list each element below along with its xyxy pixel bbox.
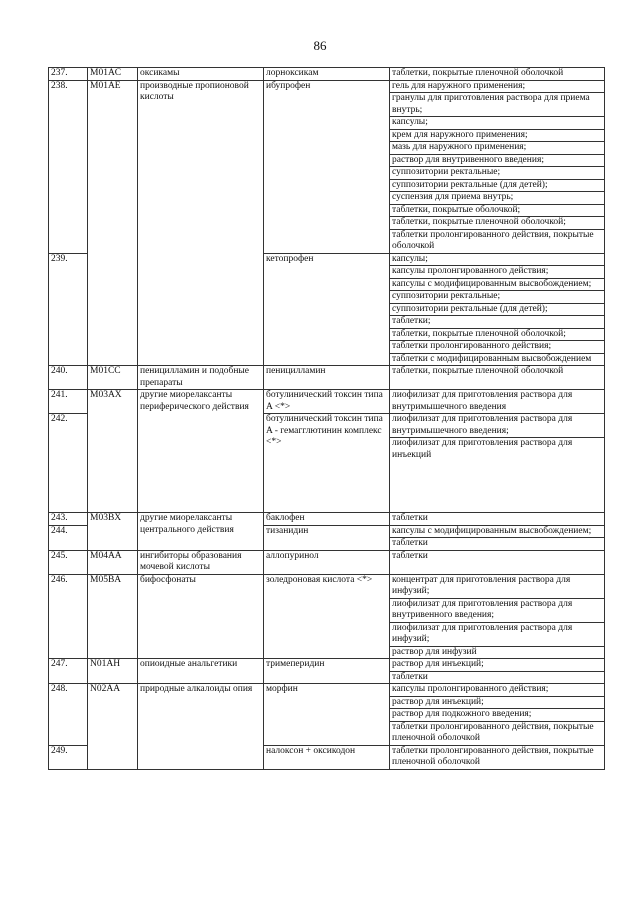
atc-code: M01CC — [88, 366, 138, 390]
row-number: 238. — [49, 80, 88, 253]
dosage-form: гранулы для приготовления раствора для приема внутрь; — [390, 93, 605, 117]
drug-name: ботулинический токсин типа A <*> — [264, 390, 390, 414]
dosage-form: капсулы; — [390, 253, 605, 266]
dosage-form: суппозитории ректальные (для детей); — [390, 179, 605, 192]
drug-name: ботулинический токсин типа A - гемагглютинин комплекс <*> — [264, 414, 390, 513]
drug-name: ибупрофен — [264, 80, 390, 253]
row-number: 246. — [49, 574, 88, 659]
table-row — [49, 684, 605, 697]
row-number: 245. — [49, 550, 88, 574]
atc-code: M03AX — [88, 390, 138, 513]
row-number: 247. — [49, 659, 88, 684]
dosage-form: гель для наружного применения; — [390, 80, 605, 93]
dosage-form: капсулы с модифицированным высвобождением; — [390, 525, 605, 538]
atc-group: другие миорелаксанты центрального действия — [138, 513, 264, 551]
drug-name: золедроновая кислота <*> — [264, 574, 390, 659]
row-number: 240. — [49, 366, 88, 390]
dosage-form: раствор для инъекций; — [390, 696, 605, 709]
dosage-form: таблетки, покрытые пленочной оболочкой — [390, 366, 605, 390]
dosage-form: крем для наружного применения; — [390, 129, 605, 142]
dosage-form: раствор для инъекций; — [390, 659, 605, 672]
dosage-form: таблетки пролонгированного действия, покрытые оболочкой — [390, 229, 605, 253]
atc-code: M05BA — [88, 574, 138, 659]
atc-group: другие миорелаксанты периферического действия — [138, 390, 264, 513]
drug-name: кетопрофен — [264, 253, 390, 366]
row-number: 237. — [49, 68, 88, 81]
page-number: 86 — [313, 38, 327, 53]
drug-name: морфин — [264, 684, 390, 746]
drug-name: баклофен — [264, 513, 390, 526]
drug-name: аллопуринол — [264, 550, 390, 574]
table-row — [49, 574, 605, 598]
atc-group: оксикамы — [138, 68, 264, 81]
dosage-form: суспензия для приема внутрь; — [390, 192, 605, 205]
dosage-form: таблетки пролонгированного действия, покрытые пленочной оболочкой — [390, 745, 605, 769]
dosage-form: таблетки пролонгированного действия; — [390, 341, 605, 354]
dosage-form: лиофилизат для приготовления раствора для внутривенного введения; — [390, 598, 605, 622]
dosage-form: таблетки, покрытые оболочкой; — [390, 204, 605, 217]
drug-name: пеницилламин — [264, 366, 390, 390]
drug-name: тизанидин — [264, 525, 390, 550]
table-row — [49, 513, 605, 526]
dosage-form: таблетки с модифицированным высвобождением — [390, 353, 605, 366]
dosage-form: суппозитории ректальные; — [390, 167, 605, 180]
atc-group: производные пропионовой кислоты — [138, 80, 264, 366]
dosage-form: таблетки — [390, 671, 605, 684]
atc-group: природные алкалоиды опия — [138, 684, 264, 770]
row-number: 241. — [49, 390, 88, 414]
dosage-form: капсулы; — [390, 117, 605, 130]
drug-name: налоксон + оксикодон — [264, 745, 390, 769]
dosage-form: суппозитории ректальные (для детей); — [390, 303, 605, 316]
dosage-form: лиофилизат для приготовления раствора для инъекций — [390, 438, 605, 513]
atc-group: бифосфонаты — [138, 574, 264, 659]
atc-code: M03BX — [88, 513, 138, 551]
row-number: 248. — [49, 684, 88, 746]
dosage-form: капсулы пролонгированного действия; — [390, 266, 605, 279]
table-row — [49, 390, 605, 414]
dosage-form: таблетки; — [390, 316, 605, 329]
dosage-form: таблетки, покрытые пленочной оболочкой; — [390, 328, 605, 341]
table-row — [49, 68, 605, 81]
atc-group: ингибиторы образования мочевой кислоты — [138, 550, 264, 574]
table-row — [49, 366, 605, 390]
atc-group: опиоидные анальгетики — [138, 659, 264, 684]
atc-code: M01AE — [88, 80, 138, 366]
row-number: 242. — [49, 414, 88, 513]
drug-list-table — [48, 67, 605, 770]
dosage-form: таблетки, покрытые пленочной оболочкой; — [390, 217, 605, 230]
dosage-form: суппозитории ректальные; — [390, 291, 605, 304]
row-number: 244. — [49, 525, 88, 550]
dosage-form: лиофилизат для приготовления раствора для внутримышечного введения — [390, 390, 605, 414]
atc-code: M01AC — [88, 68, 138, 81]
row-number: 249. — [49, 745, 88, 769]
table-row — [49, 80, 605, 93]
dosage-form: мазь для наружного применения; — [390, 142, 605, 155]
dosage-form: концентрат для приготовления раствора для инфузий; — [390, 574, 605, 598]
atc-code: M04AA — [88, 550, 138, 574]
dosage-form: раствор для инфузий — [390, 646, 605, 659]
dosage-form: таблетки, покрытые пленочной оболочкой — [390, 68, 605, 81]
dosage-form: таблетки — [390, 550, 605, 574]
table-row — [49, 550, 605, 574]
dosage-form: таблетки — [390, 538, 605, 551]
drug-name: лорноксикам — [264, 68, 390, 81]
dosage-form: раствор для подкожного введения; — [390, 709, 605, 722]
dosage-form: лиофилизат для приготовления раствора для инфузий; — [390, 622, 605, 646]
dosage-form: лиофилизат для приготовления раствора для внутримышечного введения; — [390, 414, 605, 438]
dosage-form: капсулы пролонгированного действия; — [390, 684, 605, 697]
row-number: 239. — [49, 253, 88, 366]
atc-group: пеницилламин и подобные препараты — [138, 366, 264, 390]
atc-code: N01AH — [88, 659, 138, 684]
dosage-form: раствор для внутривенного введения; — [390, 154, 605, 167]
dosage-form: таблетки — [390, 513, 605, 526]
row-number: 243. — [49, 513, 88, 526]
drug-name: тримеперидин — [264, 659, 390, 684]
atc-code: N02AA — [88, 684, 138, 770]
dosage-form: капсулы с модифицированным высвобождением; — [390, 278, 605, 291]
dosage-form: таблетки пролонгированного действия, покрытые пленочной оболочкой — [390, 721, 605, 745]
table-row — [49, 659, 605, 672]
